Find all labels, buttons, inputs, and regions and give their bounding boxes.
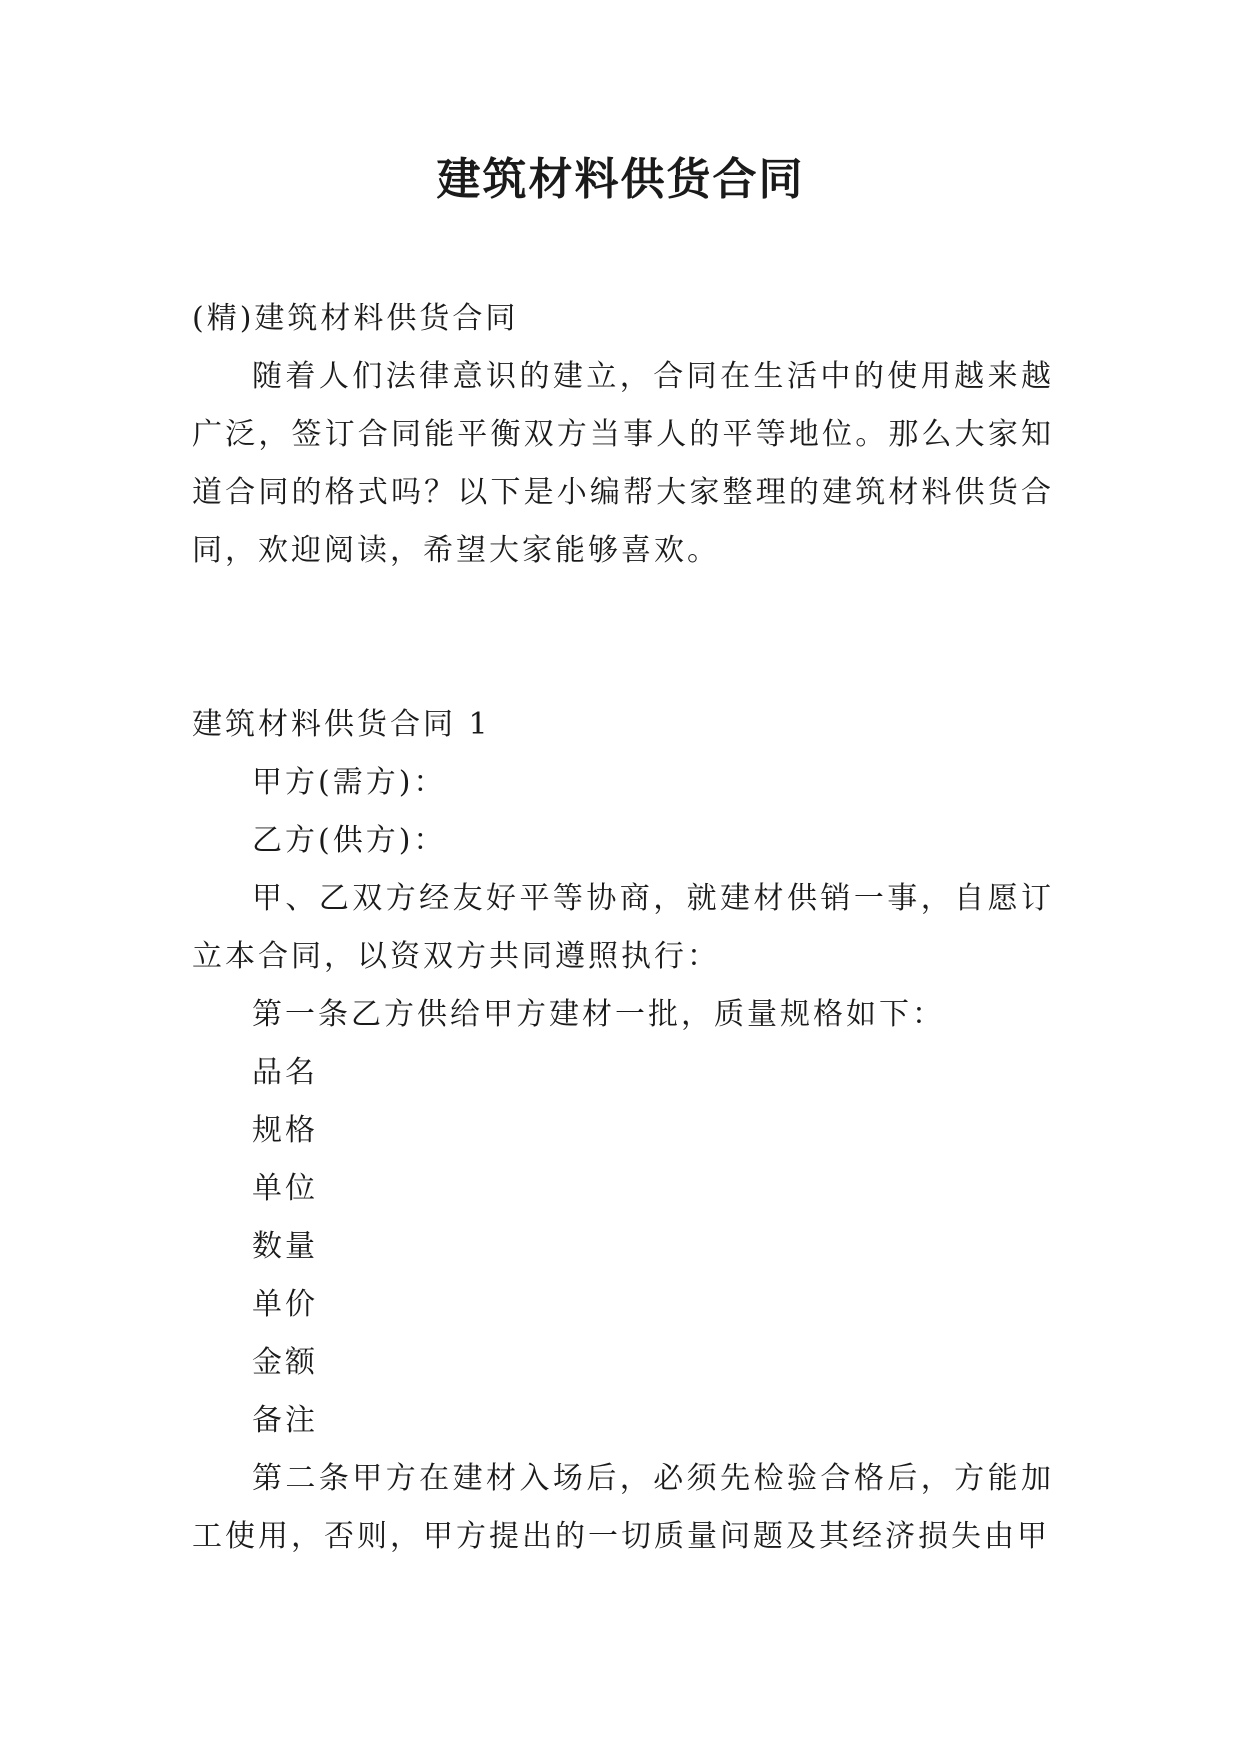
- intro-paragraph: 随着人们法律意识的建立，合同在生活中的使用越来越广泛，签订合同能平衡双方当事人的平等地位。那么大家知道合同的格式吗？以下是小编帮大家整理的建筑材料供货合同，欢迎阅读，希望大家能够喜欢。: [192, 359, 1054, 568]
- article-2: 第二条甲方在建材入场后，必须先检验合格后，方能加工使用，否则，甲方提出的一切质量问题及其经济损失由甲: [192, 1461, 1054, 1554]
- article-1: 第一条乙方供给甲方建材一批，质量规格如下：: [252, 997, 945, 1032]
- field-item: 品名: [252, 1055, 318, 1090]
- party-b-line: 乙方(供方)：: [252, 823, 447, 858]
- agreement-paragraph: 甲、乙双方经友好平等协商，就建材供销一事，自愿订立本合同，以资双方共同遵照执行：: [192, 881, 1054, 974]
- field-item: 数量: [252, 1229, 318, 1264]
- document-body: [192, 290, 1054, 1566]
- party-a-line: 甲方(需方)：: [252, 765, 447, 800]
- field-item: 规格: [252, 1113, 318, 1148]
- field-item: 金额: [252, 1345, 318, 1380]
- field-item: 备注: [252, 1403, 318, 1438]
- field-item: 单价: [252, 1287, 318, 1322]
- section-spacer: [192, 580, 1054, 696]
- field-item: 单位: [252, 1171, 318, 1206]
- document-title: 建筑材料供货合同: [436, 154, 805, 205]
- section-heading: 建筑材料供货合同 1: [192, 707, 491, 742]
- subtitle: (精)建筑材料供货合同: [192, 301, 519, 336]
